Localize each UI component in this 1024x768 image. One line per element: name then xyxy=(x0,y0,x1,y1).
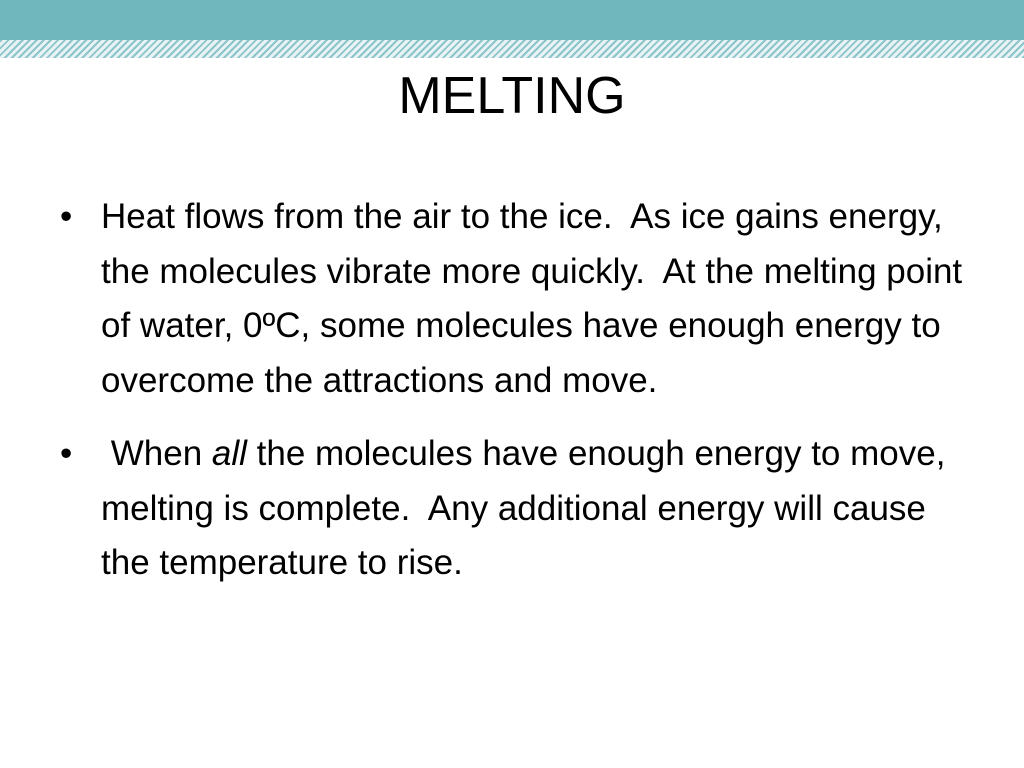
bullet-icon: • xyxy=(60,197,73,236)
bullet-item-1 xyxy=(60,190,980,408)
bullet-icon: • xyxy=(60,434,73,473)
slide-title: MELTING xyxy=(398,67,626,125)
bullet-text-2-before: When xyxy=(101,434,212,473)
header-hatch-band xyxy=(0,40,1024,58)
bullet-list xyxy=(60,190,980,610)
header-band xyxy=(0,0,1024,40)
bullet-text-1: Heat flows from the air to the ice. As ice gains energy, the molecules vibrate more quickly. At the melting point of water, 0ºC, some molecules have enough energy to overcome the attractions and move. xyxy=(101,197,972,400)
bullet-text-2-emphasis: all xyxy=(211,434,247,473)
bullet-text-2 xyxy=(101,434,955,582)
bullet-text-2-after: the molecules have enough energy to move, melting is complete. Any additional energy will cause the temperature to rise. xyxy=(101,434,956,582)
bullet-item-2 xyxy=(60,427,980,591)
